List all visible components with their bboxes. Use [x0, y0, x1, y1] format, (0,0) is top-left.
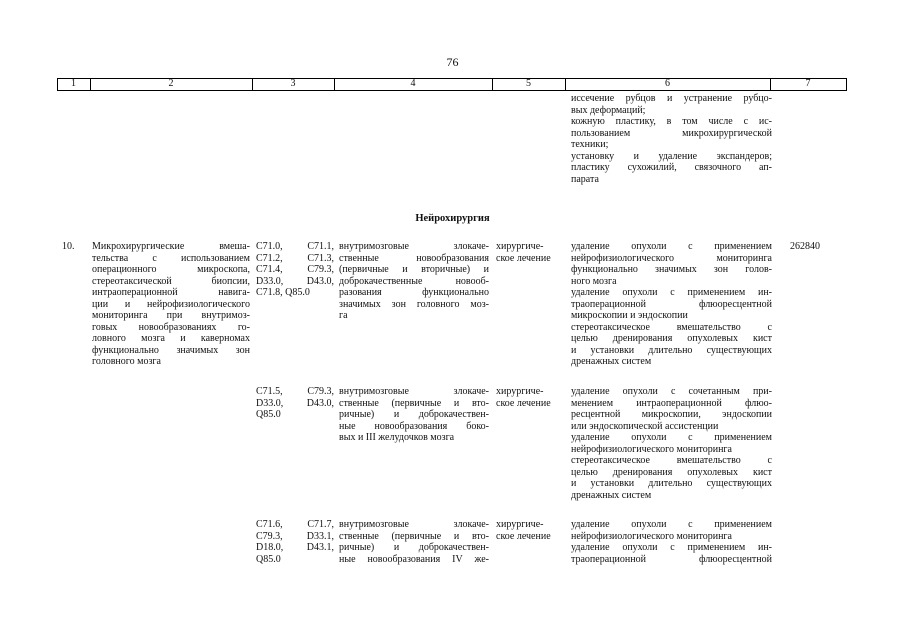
text-line: удаление опухоли с применением	[571, 241, 772, 252]
text-line: микроскопии и эндоскопии	[571, 310, 688, 321]
header-col-7: 7	[805, 78, 811, 89]
text-line: га	[339, 310, 348, 321]
text-line: удаление опухоли с сочетанным при-	[571, 386, 772, 397]
subrow-treatment	[496, 519, 551, 542]
text-line: тельства с использованием	[92, 252, 250, 264]
row-number: 10.	[62, 241, 75, 252]
text-line: пластику сухожилий, связочного ап-	[571, 162, 772, 173]
subrow-model	[339, 519, 489, 565]
text-line: ственные (первичные и вто-	[339, 397, 489, 409]
text-line: операционного микроскопа,	[92, 264, 250, 275]
text-line: D33.0, D43.0,	[256, 397, 334, 409]
text-line: мониторинга при внутримоз-	[92, 310, 250, 321]
text-line: C71.4, C79.3,	[256, 264, 334, 275]
text-line: Микрохирургические вмеша-	[92, 241, 250, 252]
text-line: дренажных систем	[571, 356, 652, 367]
text-line: целью дренирования опухолевых кист	[571, 466, 772, 478]
text-line: головного мозга	[92, 356, 161, 367]
text-line: стереотаксическое вмешательство с	[571, 321, 772, 333]
text-line: интраоперационной навига-	[92, 287, 250, 298]
header-col-2: 2	[168, 78, 174, 89]
text-line: и установки длительно существующих	[571, 478, 772, 489]
text-line: ные новообразования боко-	[339, 420, 489, 432]
text-line: траоперационной флюоресцентной	[571, 553, 772, 565]
text-line: целью дренирования опухолевых кист	[571, 333, 772, 344]
text-line: хирургиче-	[496, 519, 544, 530]
text-line: C71.8, Q85.0	[256, 287, 310, 298]
text-line: установку и удаление экспандеров;	[571, 150, 772, 162]
text-line: ции и нейрофизиологического	[92, 298, 250, 310]
text-line: ные новообразования IV же-	[339, 553, 489, 565]
text-line: удаление опухоли с применением ин-	[571, 542, 772, 553]
text-line: Q85.0	[256, 553, 281, 565]
subrow-model	[339, 241, 489, 322]
subrow-codes	[256, 241, 334, 299]
text-line: вых деформаций;	[571, 104, 646, 116]
text-line: функционально значимых зон голов-	[571, 264, 772, 275]
text-line: внутримозговые злокаче-	[339, 241, 489, 252]
text-line: ственные (первичные и вто-	[339, 530, 489, 542]
text-line: удаление опухоли с применением	[571, 519, 772, 530]
text-line: ловного мозга и каверномах	[92, 333, 250, 344]
text-line: иссечение рубцов и устранение рубцо-	[571, 93, 772, 104]
text-line: функционально значимых зон	[92, 344, 250, 356]
text-line: нейрофизиологического мониторинга	[571, 530, 732, 542]
text-line: C79.3, D33.1,	[256, 530, 334, 542]
text-line: ственные новообразования	[339, 252, 489, 264]
text-line: ричные) и доброкачествен-	[339, 542, 489, 553]
subrow-methods	[571, 386, 772, 501]
text-line: парата	[571, 173, 599, 185]
subrow-treatment	[496, 386, 551, 409]
text-line: значимых зон головного моз-	[339, 298, 489, 310]
text-line: говых новообразованиях го-	[92, 321, 250, 333]
section-title: Нейрохирургия	[415, 213, 490, 224]
subrow-methods	[571, 241, 772, 368]
text-line: C71.6, C71.7,	[256, 519, 334, 530]
text-line: ресцентной микроскопии, эндоскопии	[571, 409, 772, 420]
subrow-codes	[256, 519, 334, 565]
text-line: или эндоскопической ассистенции	[571, 420, 719, 432]
text-line: C71.0, C71.1,	[256, 241, 334, 252]
header-col-3: 3	[290, 78, 296, 89]
text-line: ного мозга	[571, 275, 617, 287]
row-name	[92, 241, 250, 368]
subrow-model	[339, 386, 489, 444]
text-line: доброкачественные новооб-	[339, 275, 489, 287]
header-col-1: 1	[71, 78, 76, 89]
text-line: пользованием микрохирургической	[571, 127, 772, 139]
subrow-codes	[256, 386, 334, 421]
page-number: 76	[446, 55, 459, 69]
text-line: Q85.0	[256, 409, 281, 420]
text-line: и установки длительно существующих	[571, 344, 772, 356]
text-line: удаление опухоли с применением	[571, 432, 772, 443]
row-cost: 262840	[790, 241, 820, 252]
text-line: хирургиче-	[496, 241, 544, 252]
text-line: удаление опухоли с применением ин-	[571, 287, 772, 298]
subrow-methods	[571, 519, 772, 565]
continuation-methods	[571, 93, 772, 185]
text-line: менением интраоперационной флюо-	[571, 397, 772, 409]
text-line: D33.0, D43.0,	[256, 275, 334, 287]
text-line: нейрофизиологического мониторинга	[571, 252, 772, 264]
text-line: траоперационной флюоресцентной	[571, 298, 772, 310]
text-line: внутримозговые злокаче-	[339, 386, 489, 397]
header-col-4: 4	[410, 78, 416, 89]
text-line: дренажных систем	[571, 489, 652, 501]
text-line: (первичные и вторичные) и	[339, 264, 489, 275]
text-line: C71.5, C79.3,	[256, 386, 334, 397]
header-col-6: 6	[665, 78, 670, 89]
text-line: ское лечение	[496, 397, 551, 409]
text-line: вых и III желудочков мозга	[339, 432, 455, 443]
text-line: техники;	[571, 139, 609, 150]
text-line: ское лечение	[496, 530, 551, 542]
text-line: хирургиче-	[496, 386, 544, 397]
text-line: ричные) и доброкачествен-	[339, 409, 489, 420]
text-line: стереотаксическое вмешательство с	[571, 455, 772, 466]
text-line: D18.0, D43.1,	[256, 542, 334, 553]
header-col-5: 5	[526, 78, 531, 89]
subrow-treatment	[496, 241, 551, 264]
text-line: кожную пластику, в том числе с ис-	[571, 116, 772, 127]
text-line: стереотаксической биопсии,	[92, 275, 250, 287]
text-line: ское лечение	[496, 252, 551, 264]
table-header-row	[57, 78, 847, 91]
text-line: разования функционально	[339, 287, 489, 298]
text-line: нейрофизиологического мониторинга	[571, 443, 732, 455]
text-line: внутримозговые злокаче-	[339, 519, 489, 530]
text-line: C71.2, C71.3,	[256, 252, 334, 264]
